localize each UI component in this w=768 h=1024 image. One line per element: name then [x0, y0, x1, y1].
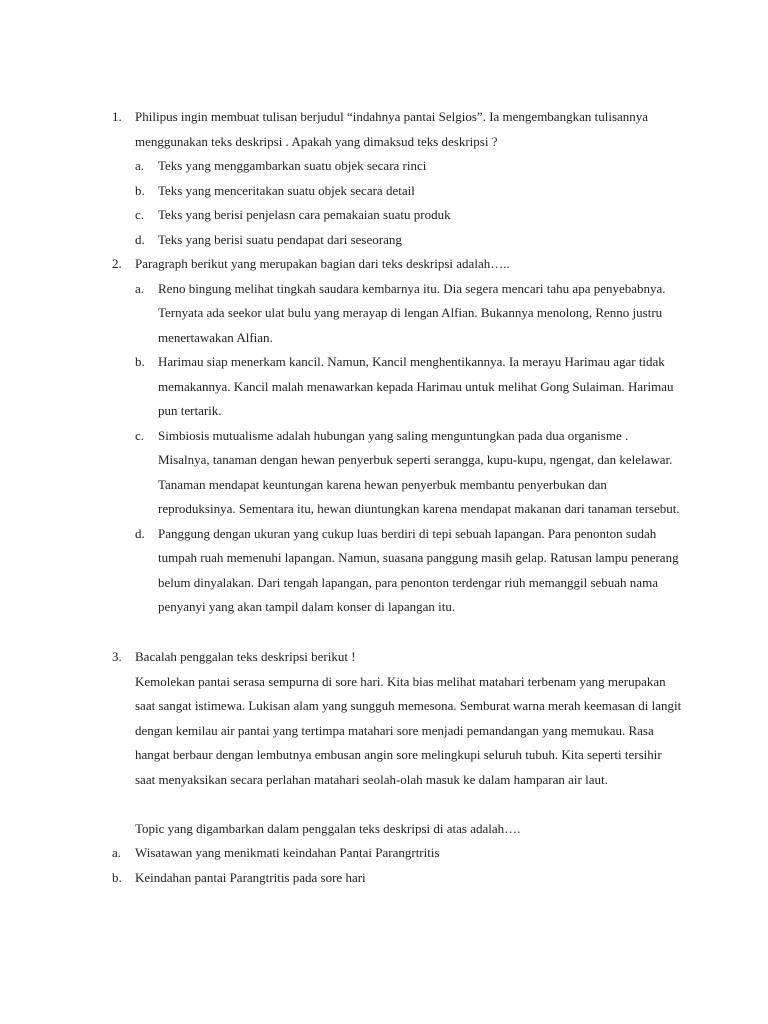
option-letter: a. [135, 158, 145, 173]
option-a [135, 277, 682, 351]
question-number: 2. [112, 256, 122, 271]
option-text: Teks yang menceritakan suatu objek secara detail [158, 182, 415, 198]
option-letter: d. [135, 525, 145, 541]
paragraph-spacer [135, 792, 682, 817]
option-b [135, 350, 682, 424]
question-number: 3. [112, 649, 122, 664]
option-letter: b. [112, 869, 122, 885]
option-text: Harimau siap menerkam kancil. Namun, Kancil menghentikannya. Ia merayu Harimau agar tidak memakannya. Kancil malah menawarkan kepada Harimau untuk melihat Gong Sulaiman. Harimau pun tertarik. [158, 354, 674, 418]
option-letter: a. [112, 845, 122, 860]
option-list [112, 841, 682, 890]
option-text: Reno bingung melihat tingkah saudara kembarnya itu. Dia segera mencari tahu apa penyebabnya. Ternyata ada seekor ulat bulu yang merayap di lengan Alfian. Bukannya menolong, Renno justru menertawakan Alfian. [158, 280, 666, 345]
option-letter: c. [135, 427, 145, 443]
option-d [135, 522, 682, 620]
option-letter: a. [135, 280, 145, 296]
option-text: Panggung dengan ukuran yang cukup luas berdiri di tepi sebuah lapangan. Para penonton sudah tumpah ruah memenuhi lapangan. Namun, suasana panggung masih gelap. Ratusan lampu penerang belum dinyalakan. Dari tengah lapangan, para penonton terdengar riuh memanggil sebuah nama penyanyi yang akan tampil dalam konser di lapangan itu. [158, 525, 679, 614]
option-d [135, 228, 682, 253]
reading-passage: Kemolekan pantai serasa sempurna di sore hari. Kita bias melihat matahari terbenam yang merupakan saat sangat istimewa. Lukisan alam yang sungguh memesona. Semburat warna merah keemasan di langit dengan kemilau air pantai yang tertimpa matahari sore menjadi pemandangan yang memukau. Rasa hangat berbaur dengan lembutnya embusan angin sore melingkupi seluruh tubuh. Kita seperti tersihir saat menyaksikan secara perlahan matahari seolah-olah masuk ke dalam hamparan air laut. [135, 673, 682, 787]
option-letter: b. [135, 354, 145, 369]
question-text: Philipus ingin membuat tulisan berjudul “indahnya pantai Selgios”. Ia mengembangkan tulisannya menggunakan teks deskripsi . Apakah yang dimaksud teks deskripsi ? [135, 109, 649, 149]
option-text: Teks yang berisi suatu pendapat dari seseorang [158, 231, 402, 247]
question-3 [112, 645, 682, 890]
option-letter: c. [135, 207, 145, 222]
option-text: Simbiosis mutualisme adalah hubungan yang saling menguntungkan pada dua organisme . Misalnya, tanaman dengan hewan penyerbuk seperti serangga, kupu-kupu, ngengat, dan kelelawar. Tanaman mendapat keuntungan karena hewan penyerbuk membantu penyerbukan dan reproduksinya. Sementara itu, hewan diuntungkan karena mendapat makanan dari tanaman tersebut. [158, 427, 680, 516]
option-list [135, 154, 682, 252]
question-prompt: Topic yang digambarkan dalam penggalan teks deskripsi di atas adalah…. [135, 820, 521, 836]
option-b [112, 866, 682, 891]
option-c [135, 424, 682, 522]
option-text: Teks yang berisi penjelasn cara pemakaian suatu produk [158, 207, 451, 222]
option-letter: b. [135, 182, 145, 198]
option-a [135, 154, 682, 179]
question-2 [112, 252, 682, 620]
question-number: 1. [112, 109, 122, 124]
option-text: Teks yang menggambarkan suatu objek secara rinci [158, 158, 427, 173]
option-c [135, 203, 682, 228]
option-letter: d. [135, 231, 145, 247]
question-text: Bacalah penggalan teks deskripsi berikut ! [135, 649, 356, 664]
option-text: Keindahan pantai Parangtritis pada sore hari [135, 869, 366, 885]
option-text: Wisatawan yang menikmati keindahan Pantai Parangrtritis [135, 845, 440, 860]
option-b [135, 179, 682, 204]
option-list [135, 277, 682, 620]
question-1 [112, 105, 682, 252]
question-text: Paragraph berikut yang merupakan bagian dari teks deskripsi adalah….. [135, 256, 510, 271]
option-a [112, 841, 682, 866]
